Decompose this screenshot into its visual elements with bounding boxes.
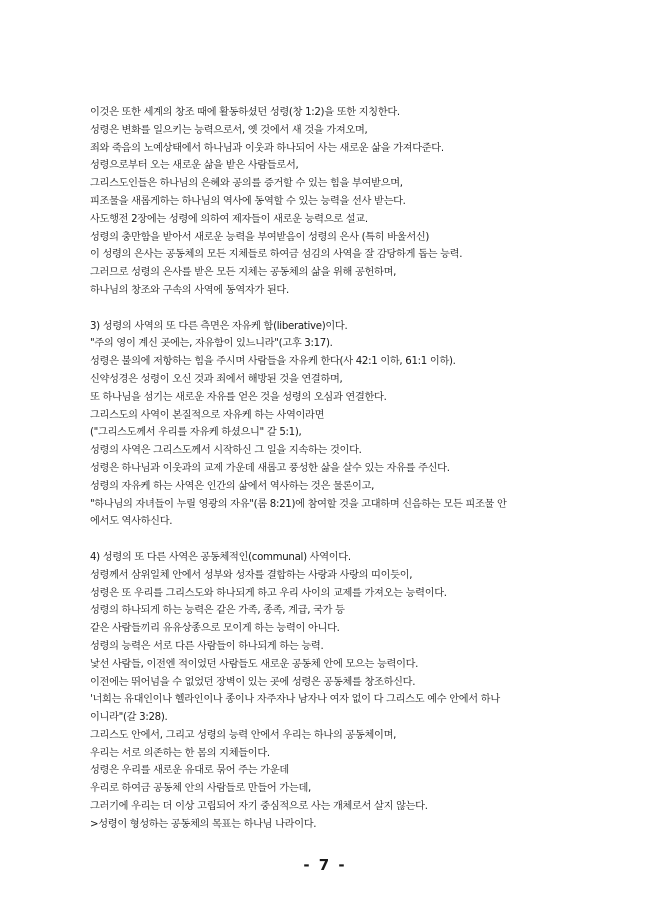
text-line: 그리스도인들은 하나님의 은혜와 공의를 증거할 수 있는 힘을 부여받으며, bbox=[90, 178, 403, 190]
text-line: 성령은 하나님과 이웃과의 교제 가운데 새롭고 풍성한 삶을 살수 있는 자유를 주신다. bbox=[90, 462, 450, 474]
text-line: 같은 사람들끼리 유유상종으로 모이게 하는 능력이 아니다. bbox=[90, 623, 340, 635]
text-line: 피조물을 새롭게하는 하나님의 역사에 동역할 수 있는 능력을 선사 받는다. bbox=[90, 195, 406, 207]
document-body bbox=[90, 104, 560, 834]
text-line: 그러기에 우리는 더 이상 고립되어 자기 중심적으로 사는 개체로서 살지 않는다. bbox=[90, 801, 428, 813]
text-line: 성령으로부터 오는 새로운 삶을 받은 사람들로서, bbox=[90, 160, 299, 172]
text-line: 성령의 자유케 하는 사역은 인간의 삶에서 역사하는 것은 물론이고, bbox=[90, 480, 375, 492]
text-line: 3) 성령의 사역의 또 다른 측면은 자유케 함(liberative)이다. bbox=[90, 320, 348, 332]
text-line: 성령은 또 우리를 그리스도와 하나되게 하고 우리 사이의 교제를 가져오는 능력이다. bbox=[90, 587, 447, 599]
text-line: 죄와 죽음의 노예상태에서 하나님과 이웃과 하나되어 사는 새로운 삶을 가져다준다. bbox=[90, 142, 444, 154]
text-line: 그러므로 성령의 은사를 받은 모든 지체는 공동체의 삶을 위해 공헌하며, bbox=[90, 267, 397, 279]
text-line: 그리스도의 사역이 본질적으로 자유케 하는 사역이라면 bbox=[90, 409, 325, 421]
text-line: 이것은 또한 세계의 창조 때에 활동하셨던 성령(창 1:2)을 또한 지칭한다. bbox=[90, 107, 400, 118]
text-line: 4) 성령의 또 다른 사역은 공동체적인(communal) 사역이다. bbox=[90, 551, 351, 563]
paragraph-gap bbox=[90, 300, 560, 318]
text-line: 또 하나님을 섬기는 새로운 자유를 얻은 것을 성령의 오심과 연결한다. bbox=[90, 391, 387, 403]
text-line: 우리는 서로 의존하는 한 몸의 지체들이다. bbox=[90, 747, 270, 759]
text-line: 성령은 우리를 새로운 유대로 묶어 주는 가운데 bbox=[90, 765, 289, 777]
paragraph-2 bbox=[90, 318, 560, 532]
text-line: 성령은 변화를 일으키는 능력으로서, 옛 것에서 새 것을 가져오며, bbox=[90, 124, 368, 136]
text-line: '너희는 유대인이나 헬라인이나 종이나 자주자나 남자나 여자 없이 다 그리스도 예수 안에서 하나 bbox=[90, 694, 500, 706]
text-line: "주의 영이 계신 곳에는, 자유함이 있느니라"(고후 3:17). bbox=[90, 338, 333, 350]
text-line: 그리스도 안에서, 그리고 성령의 능력 안에서 우리는 하나의 공동체이며, bbox=[90, 729, 397, 741]
text-line: 하나님의 창조와 구속의 사역에 동역자가 된다. bbox=[90, 284, 289, 296]
text-line: 사도행전 2장에는 성령에 의하여 제자들이 새로운 능력으로 설교. bbox=[90, 213, 368, 225]
paragraph-gap bbox=[90, 531, 560, 549]
text-line: 성령의 충만함을 받아서 새로운 능력을 부여받음이 성령의 은사 (특히 바울서신) bbox=[90, 231, 430, 243]
text-line: ("그리스도께서 우리를 자유케 하셨으니" 갈 5:1), bbox=[90, 427, 302, 439]
text-line: 성령의 능력은 서로 다른 사람들이 하나되게 하는 능력. bbox=[90, 640, 324, 652]
paragraph-3 bbox=[90, 549, 560, 834]
text-line: 에서도 역사하신다. bbox=[90, 516, 173, 528]
text-line: "하나님의 자녀들이 누릴 영광의 자유"(롬 8:21)에 참여할 것을 고대하며 신음하는 모든 피조물 안 bbox=[90, 498, 507, 510]
text-line: 성령의 하나되게 하는 능력은 같은 가족, 종족, 계급, 국가 등 bbox=[90, 605, 345, 617]
text-line: 우리로 하여금 공동체 안의 사람들로 만들어 가는데, bbox=[90, 783, 311, 795]
text-line: 낯선 사람들, 이전엔 적이었던 사람들도 새로운 공동체 안에 모으는 능력이다. bbox=[90, 658, 419, 670]
text-line: 이전에는 뛰어넘을 수 없었던 장벽이 있는 곳에 성령은 공동체를 창조하신다. bbox=[90, 676, 416, 688]
text-line: 신약성경은 성령이 오신 것과 죄에서 해방된 것을 연결하며, bbox=[90, 373, 343, 385]
text-line: 성령께서 삼위일체 안에서 성부와 성자를 결합하는 사랑과 사랑의 띠이듯이, bbox=[90, 569, 413, 581]
text-line: >성령이 형성하는 공동체의 목표는 하나님 나라이다. bbox=[90, 818, 317, 830]
paragraph-1 bbox=[90, 104, 560, 300]
text-line: 성령은 불의에 저항하는 힘을 주시며 사람들을 자유케 한다(사 42:1 이하, 61:1 이하). bbox=[90, 356, 456, 368]
text-line: 성령의 사역은 그리스도께서 시작하신 그 일을 지속하는 것이다. bbox=[90, 445, 362, 457]
page-number: - 7 - bbox=[303, 856, 347, 874]
text-line: 이 성령의 은사는 공동체의 모든 지체들로 하여금 섬김의 사역을 잘 감당하게 돕는 능력. bbox=[90, 249, 463, 261]
text-line: 이니라"(갈 3:28). bbox=[90, 712, 168, 724]
